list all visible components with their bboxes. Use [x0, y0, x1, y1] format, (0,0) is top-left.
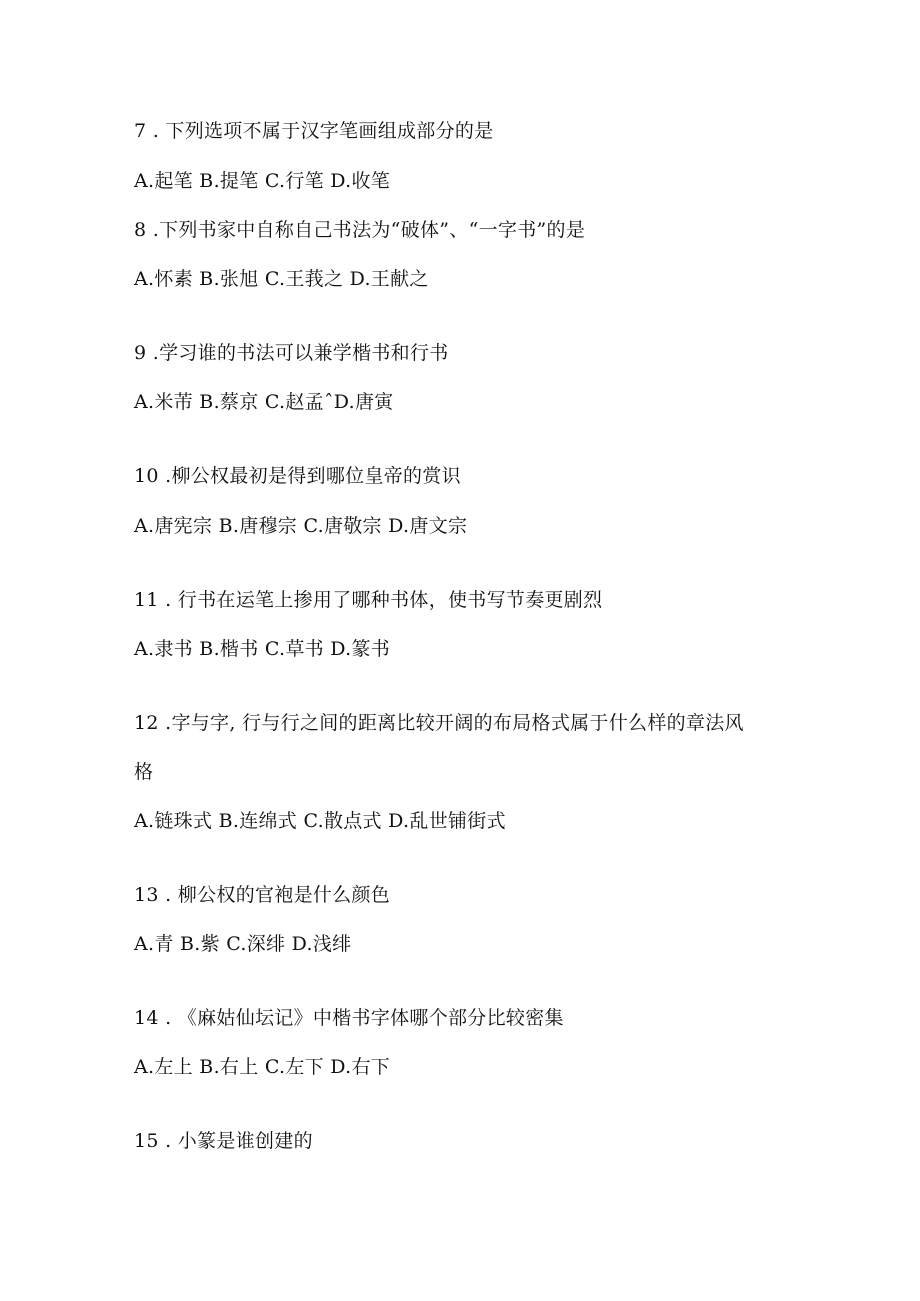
question-12-text: 12 .字与字, 行与行之间的距离比较开阔的布局格式属于什么样的章法风: [134, 712, 744, 734]
question-15-text: 15 . 小篆是谁创建的: [134, 1130, 313, 1152]
question-8-text: 8 .下列书家中自称自己书法为“破体”、“一字书”的是: [134, 219, 586, 241]
question-12-options: A.链珠式 B.连绵式 C.散点式 D.乱世铺街式: [134, 810, 506, 832]
question-10-options: A.唐宪宗 B.唐穆宗 C.唐敬宗 D.唐文宗: [134, 515, 468, 537]
question-13-options: A.青 B.紫 C.深绯 D.浅绯: [134, 933, 352, 955]
question-11-options: A.隶书 B.楷书 C.草书 D.篆书: [134, 638, 391, 660]
question-12-text-continuation: 格: [134, 761, 154, 783]
question-9-options: A.米芾 B.蔡京 C.赵孟ˆD.唐寅: [134, 391, 394, 413]
question-14-text: 14 . 《麻姑仙坛记》中楷书字体哪个部分比较密集: [134, 1007, 564, 1029]
question-7-text: 7 . 下列选项不属于汉字笔画组成部分的是: [134, 120, 494, 142]
question-7-options: A.起笔 B.提笔 C.行笔 D.收笔: [134, 170, 391, 192]
question-8-options: A.怀素 B.张旭 C.王莪之 D.王献之: [134, 268, 429, 290]
question-13-text: 13 . 柳公权的官袍是什么颜色: [134, 884, 391, 906]
question-10-text: 10 .柳公权最初是得到哪位皇帝的赏识: [134, 465, 461, 487]
question-9-text: 9 .学习谁的书法可以兼学楷书和行书: [134, 342, 449, 364]
question-11-text: 11 . 行书在运笔上掺用了哪种书体，使书写节奏更剧烈: [134, 589, 603, 611]
question-14-options: A.左上 B.右上 C.左下 D.右下: [134, 1056, 391, 1078]
